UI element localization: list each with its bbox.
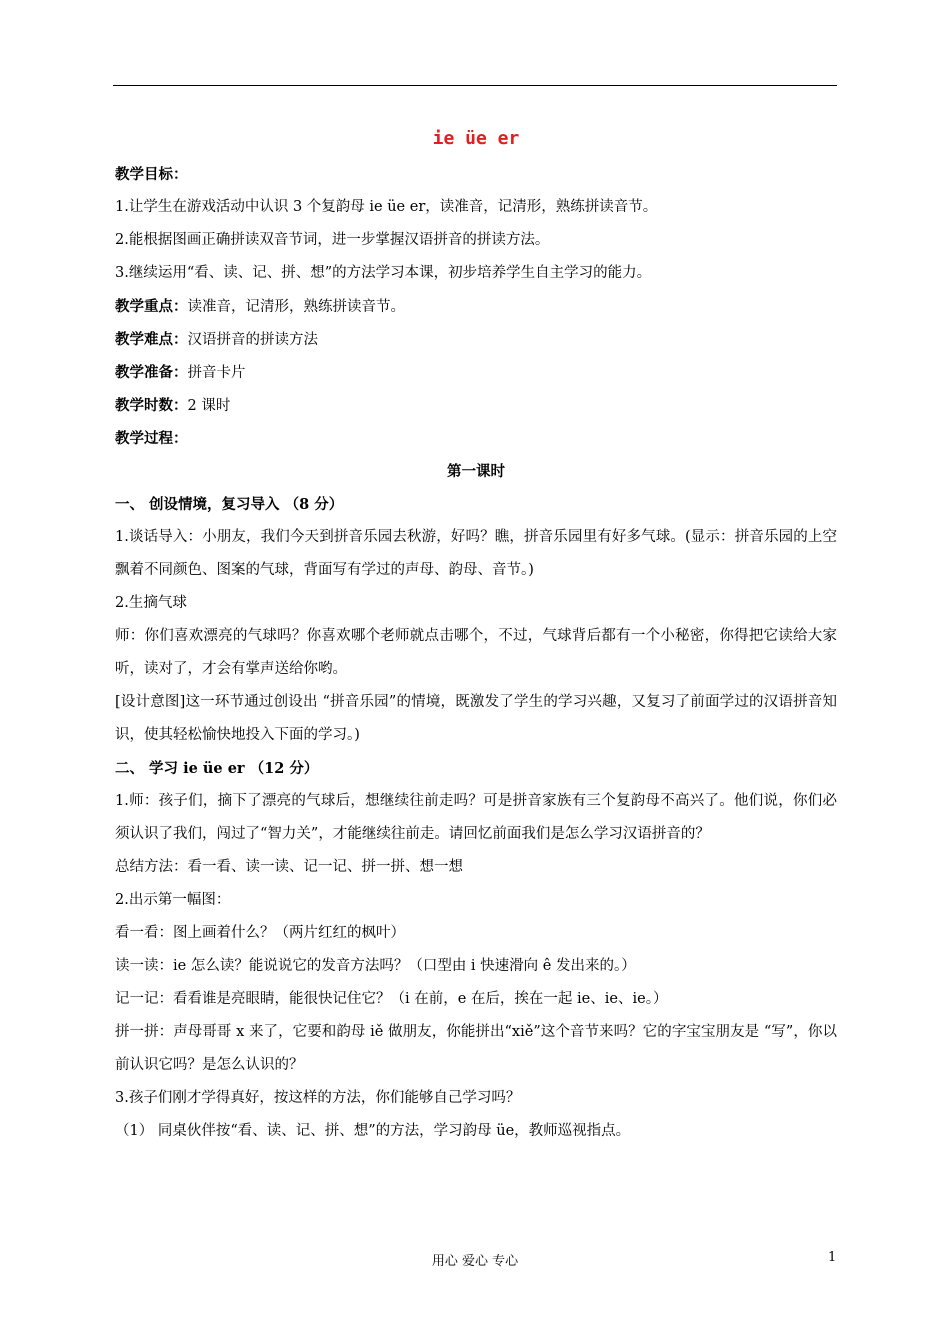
hours-label: 教学时数： bbox=[115, 397, 188, 414]
footer-motto: 用心 爱心 专心 bbox=[431, 1254, 519, 1269]
section2-paragraph: 2.出示第一幅图： bbox=[115, 892, 231, 908]
section2-paragraph: 1.师：孩子们，摘下了漂亮的气球后，想继续往前走吗？可是拼音家族有三个复韵母不高兴了。他们说，你们必须认识了我们，闯过了“智力关”，才能继续往前走。请回忆前面我们是怎么学习汉语拼音的？ bbox=[115, 793, 837, 842]
objective-item: 3.继续运用“看、读、记、拼、想”的方法学习本课，初步培养学生自主学习的能力。 bbox=[115, 265, 652, 281]
section1-paragraph: 师：你们喜欢漂亮的气球吗？你喜欢哪个老师就点击哪个，不过，气球背后都有一个小秘密，你得把它读给大家听，读对了，才会有掌声送给你哟。 bbox=[115, 628, 837, 677]
objective-item: 1.让学生在游戏活动中认识 3 个复韵母 ie üe er，读准音，记清形，熟练拼读音节。 bbox=[115, 199, 658, 215]
hours-text: 2 课时 bbox=[187, 398, 231, 414]
preparation-label: 教学准备： bbox=[115, 364, 188, 381]
preparation bbox=[115, 356, 837, 389]
section1-paragraph: 2.生摘气球 bbox=[115, 595, 187, 611]
section2-paragraph: 看一看：图上画着什么？（两片红红的枫叶） bbox=[115, 925, 405, 941]
preparation-text: 拼音卡片 bbox=[187, 365, 246, 381]
difficulty-label: 教学难点： bbox=[115, 331, 188, 348]
key-point bbox=[115, 290, 837, 323]
section2-heading: 二、 学习 ie üe er （12 分） bbox=[115, 760, 319, 777]
process-label: 教学过程： bbox=[115, 430, 188, 447]
document-body bbox=[115, 126, 837, 1148]
difficulty bbox=[115, 323, 837, 356]
section2-paragraph: （1） 同桌伙伴按“看、读、记、拼、想”的方法，学习韵母 üe，教师巡视指点。 bbox=[115, 1123, 631, 1139]
header-rule bbox=[113, 85, 837, 86]
objective-item: 2.能根据图画正确拼读双音节词，进一步掌握汉语拼音的拼读方法。 bbox=[115, 232, 550, 248]
difficulty-text: 汉语拼音的拼读方法 bbox=[187, 332, 318, 348]
design-intent-paragraph: [设计意图]这一环节通过创设出 “拼音乐园”的情境，既激发了学生的学习兴趣，又复习了前面学过的汉语拼音知识，使其轻松愉快地投入下面的学习。) bbox=[115, 694, 837, 743]
key-point-text: 读准音，记清形，熟练拼读音节。 bbox=[187, 299, 405, 315]
section2-paragraph: 读一读：ie 怎么读？能说说它的发音方法吗？（口型由 i 快速滑向 ê 发出来的。） bbox=[115, 958, 636, 974]
page-number: 1 bbox=[828, 1250, 837, 1265]
hours bbox=[115, 389, 837, 422]
section1-heading: 一、 创设情境，复习导入 （8 分） bbox=[115, 496, 344, 513]
lesson-title: 第一课时 bbox=[447, 463, 505, 480]
objectives-label: 教学目标： bbox=[115, 166, 188, 183]
section2-paragraph: 3.孩子们刚才学得真好，按这样的方法，你们能够自己学习吗？ bbox=[115, 1090, 521, 1106]
section2-paragraph: 记一记：看看谁是亮眼睛，能很快记住它？（i 在前，e 在后，挨在一起 ie、ie、ie。） bbox=[115, 991, 668, 1007]
section1-paragraph: 1.谈话导入：小朋友，我们今天到拼音乐园去秋游，好吗？瞧，拼音乐园里有好多气球。(显示：拼音乐园的上空飘着不同颜色、图案的气球，背面写有学过的声母、韵母、音节。) bbox=[115, 529, 837, 578]
section2-paragraph: 拼一拼：声母哥哥 x 来了，它要和韵母 iě 做朋友，你能拼出“xiě”这个音节来吗？它的字宝宝朋友是 “写”，你以前认识它吗？是怎么认识的？ bbox=[115, 1024, 837, 1073]
section2-paragraph: 总结方法：看一看、读一读、记一记、拼一拼、想一想 bbox=[115, 859, 463, 875]
key-point-label: 教学重点： bbox=[115, 298, 188, 315]
document-title: ie üe er bbox=[432, 128, 520, 149]
